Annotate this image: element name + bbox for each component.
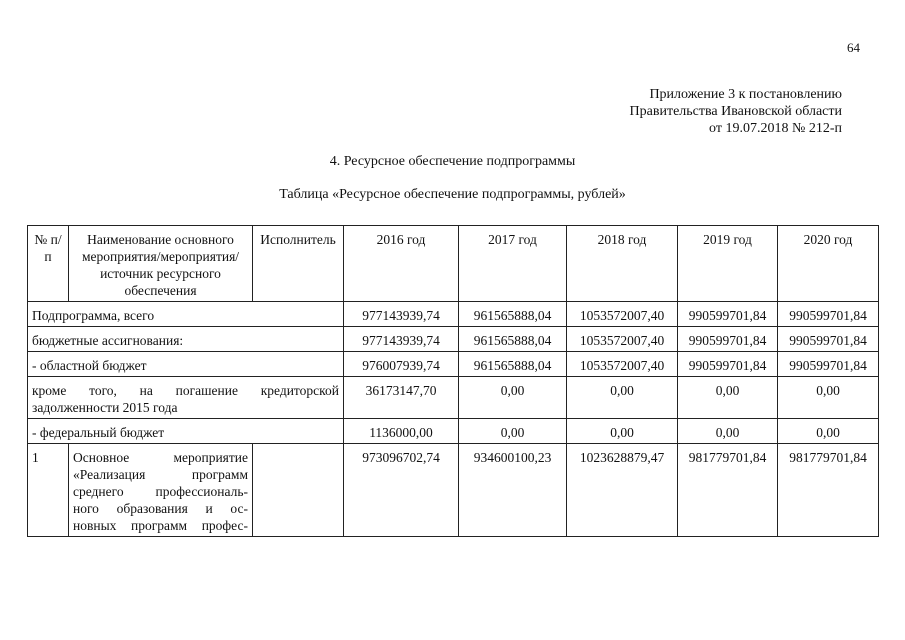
cell-value: 0,00 (778, 377, 879, 419)
row-name-line: ного образования и ос- (73, 501, 248, 516)
cell-value: 977143939,74 (344, 327, 459, 352)
row-label (28, 377, 344, 419)
header-year-2019: 2019 год (678, 226, 778, 302)
header-name: Наименование основного мероприятия/мероприятия/ источник ресурсного обеспечения (69, 226, 253, 302)
cell-value: 934600100,23 (459, 444, 567, 537)
section-title: 4. Ресурсное обеспечение подпрограммы (329, 154, 576, 169)
table-row (28, 444, 879, 537)
cell-value: 977143939,74 (344, 302, 459, 327)
cell-value: 961565888,04 (459, 302, 567, 327)
row-label: Подпрограмма, всего (28, 302, 344, 327)
row-executor (253, 444, 344, 537)
header-year-2017: 2017 год (459, 226, 567, 302)
table-row (28, 352, 879, 377)
cell-value: 0,00 (678, 377, 778, 419)
header-year-2016: 2016 год (344, 226, 459, 302)
appendix-line-1: Приложение 3 к постановлению (649, 87, 842, 102)
cell-value: 961565888,04 (459, 352, 567, 377)
cell-value: 1053572007,40 (567, 302, 678, 327)
row-name-line: среднего профессиональ- (73, 484, 248, 499)
appendix-header (630, 86, 842, 137)
table-row (28, 302, 879, 327)
cell-value: 1136000,00 (344, 419, 459, 444)
cell-value: 990599701,84 (778, 327, 879, 352)
row-num: 1 (28, 444, 69, 537)
cell-value: 973096702,74 (344, 444, 459, 537)
header-num: № п/п (28, 226, 69, 302)
table-header-row (28, 226, 879, 302)
resource-table (27, 225, 879, 537)
row-label-line-2: задолженности 2015 года (32, 400, 178, 415)
page-number: 64 (847, 40, 860, 55)
cell-value: 981779701,84 (678, 444, 778, 537)
row-label: - федеральный бюджет (28, 419, 344, 444)
row-name (69, 444, 253, 537)
cell-value: 1053572007,40 (567, 327, 678, 352)
cell-value: 990599701,84 (778, 302, 879, 327)
row-label: бюджетные ассигнования: (28, 327, 344, 352)
cell-value: 976007939,74 (344, 352, 459, 377)
cell-value: 961565888,04 (459, 327, 567, 352)
cell-value: 990599701,84 (678, 302, 778, 327)
cell-value: 990599701,84 (678, 327, 778, 352)
row-label-line-1: кроме того, на погашение кредиторской (32, 383, 339, 398)
cell-value: 0,00 (459, 419, 567, 444)
row-name-line: Основное мероприятие (73, 450, 248, 465)
cell-value: 0,00 (567, 419, 678, 444)
cell-value: 0,00 (778, 419, 879, 444)
header-year-2020: 2020 год (778, 226, 879, 302)
cell-value: 0,00 (567, 377, 678, 419)
cell-value: 0,00 (678, 419, 778, 444)
table-caption: Таблица «Ресурсное обеспечение подпрограммы, рублей» (279, 187, 626, 202)
table-row (28, 327, 879, 352)
cell-value: 1023628879,47 (567, 444, 678, 537)
cell-value: 0,00 (459, 377, 567, 419)
cell-value: 36173147,70 (344, 377, 459, 419)
table-row (28, 377, 879, 419)
cell-value: 990599701,84 (778, 352, 879, 377)
header-year-2018: 2018 год (567, 226, 678, 302)
appendix-line-3: от 19.07.2018 № 212-п (709, 121, 842, 136)
row-name-line: «Реализация программ (73, 467, 248, 482)
table-row (28, 419, 879, 444)
cell-value: 990599701,84 (678, 352, 778, 377)
header-executor: Исполнитель (253, 226, 344, 302)
cell-value: 981779701,84 (778, 444, 879, 537)
row-name-line: новных программ профес- (73, 518, 248, 533)
cell-value: 1053572007,40 (567, 352, 678, 377)
appendix-line-2: Правительства Ивановской области (629, 104, 842, 119)
row-label: - областной бюджет (28, 352, 344, 377)
